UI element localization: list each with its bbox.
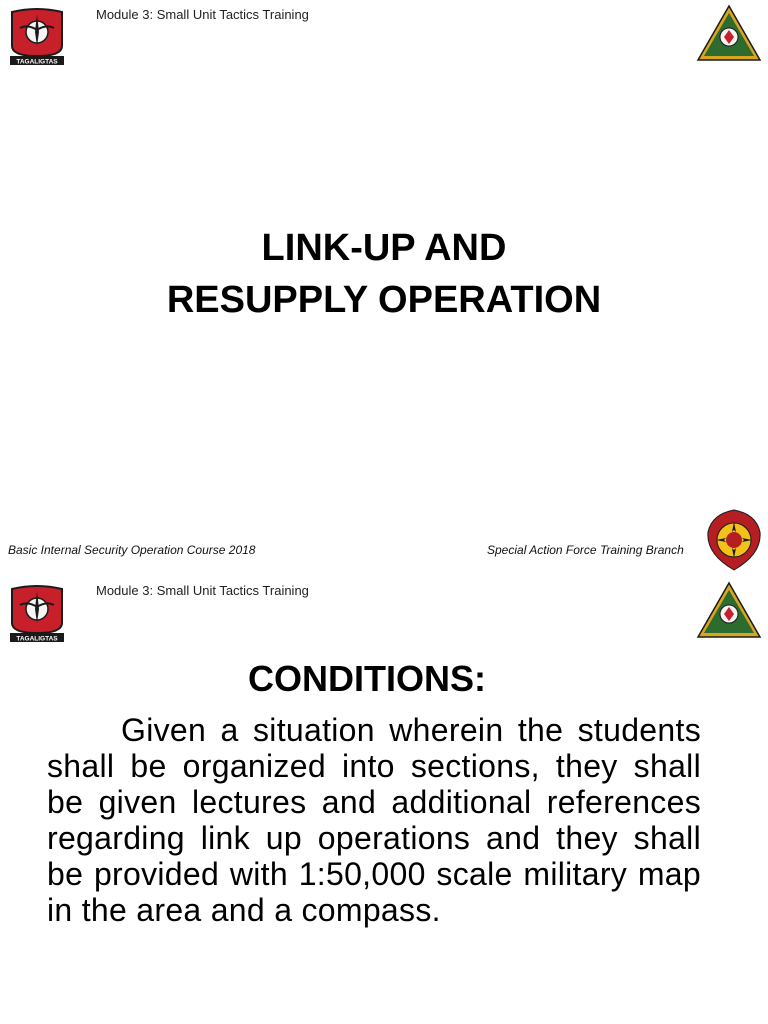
slide-title-line-2: RESUPPLY OPERATION xyxy=(166,279,602,321)
slide-title-line-1: LINK-UP AND xyxy=(261,227,507,269)
module-header: Module 3: Small Unit Tactics Training xyxy=(96,583,309,598)
conditions-heading: CONDITIONS: xyxy=(248,658,486,699)
tagaligtas-logo-text: TAGALIGTAS xyxy=(16,58,58,66)
slide-title xyxy=(0,222,768,326)
tagaligtas-logo-text: TAGALIGTAS xyxy=(16,635,58,643)
tagaligtas-logo-icon xyxy=(8,6,66,66)
module-header: Module 3: Small Unit Tactics Training xyxy=(96,7,309,22)
tagaligtas-logo-icon xyxy=(8,583,66,643)
conditions-paragraph: Given a situation wherein the students shall be organized into sections, they shall be given lectures and additional references regarding link up operations and they shall be provided with 1:50,000 scale military map in the area and a compass. xyxy=(47,712,701,928)
training-triangle-emblem-icon xyxy=(696,4,762,62)
branch-footer: Special Action Force Training Branch xyxy=(487,543,684,557)
training-triangle-emblem-icon xyxy=(696,581,762,639)
course-footer: Basic Internal Security Operation Course 2018 xyxy=(8,543,256,557)
pnp-seal-icon xyxy=(706,508,762,572)
slide-conditions xyxy=(0,576,768,1024)
